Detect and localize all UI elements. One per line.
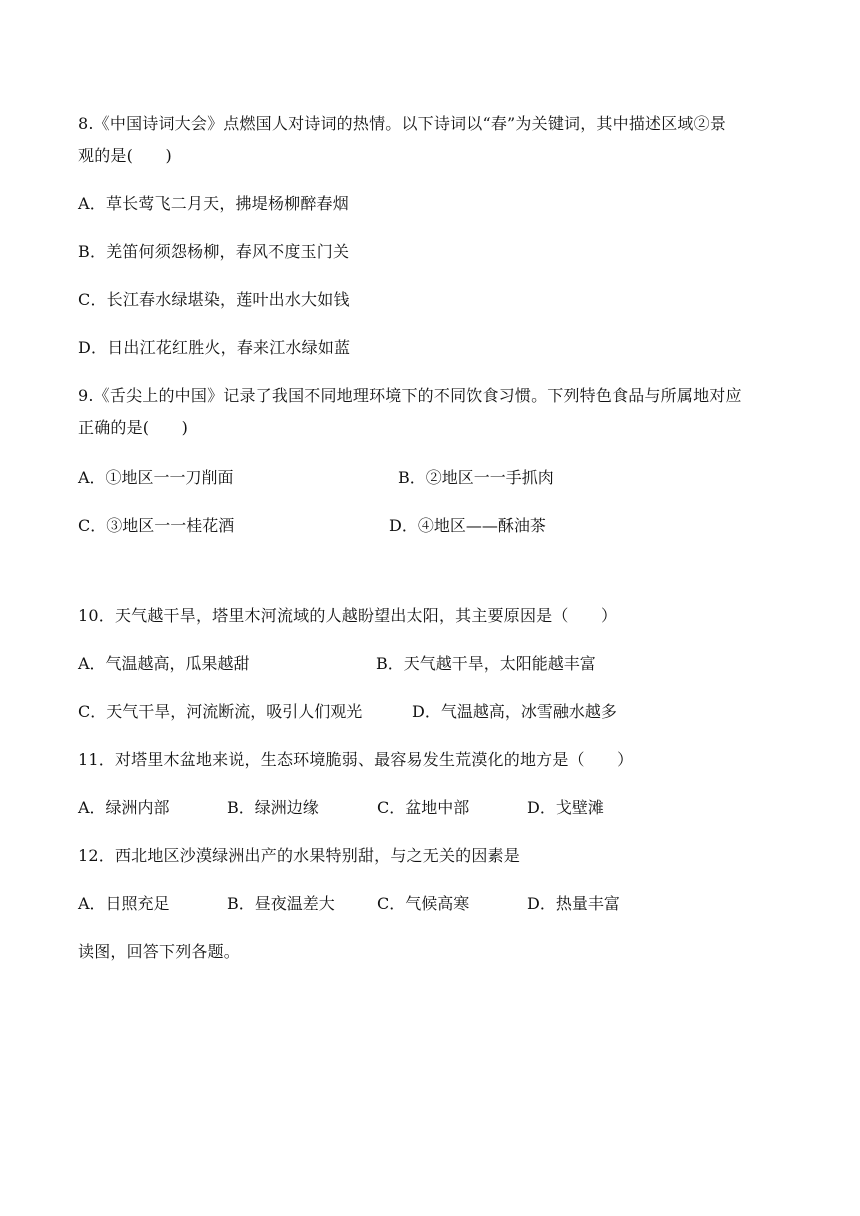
q8-option-d: D．日出江花红胜火，春来江水绿如蓝 xyxy=(78,338,351,357)
q11-option-b: B．绿洲边缘 xyxy=(227,798,319,817)
q10-option-c: C．天气干旱，河流断流，吸引人们观光 xyxy=(78,702,363,721)
q9-option-d: D．④地区——酥油茶 xyxy=(389,516,546,535)
q12-stem: 12．西北地区沙漠绿洲出产的水果特别甜，与之无关的因素是 xyxy=(78,846,520,865)
q8-stem-line2: 观的是( ) xyxy=(78,146,172,165)
q8-option-a: A．草长莺飞二月天，拂堤杨柳醉春烟 xyxy=(78,194,349,213)
q11-option-a: A．绿洲内部 xyxy=(78,798,170,817)
q10-stem: 10．天气越干旱，塔里木河流域的人越盼望出太阳，其主要原因是（ ） xyxy=(78,606,618,625)
q10-option-a: A．气温越高，瓜果越甜 xyxy=(78,654,250,673)
q12-option-d: D．热量丰富 xyxy=(527,894,620,913)
map-instruction: 读图，回答下列各题。 xyxy=(78,942,241,961)
q11-option-d: D．戈壁滩 xyxy=(527,798,604,817)
q10-option-b: B．天气越干旱，太阳能越丰富 xyxy=(376,654,596,673)
q11-option-c: C．盆地中部 xyxy=(377,798,470,817)
q12-option-b: B．昼夜温差大 xyxy=(227,894,335,913)
q12-option-c: C．气候高寒 xyxy=(377,894,470,913)
q9-option-b: B．②地区一一手抓肉 xyxy=(398,468,554,487)
q12-option-a: A．日照充足 xyxy=(78,894,170,913)
q9-option-a: A．①地区一一刀削面 xyxy=(78,468,234,487)
q9-stem-line1: 9.《舌尖上的中国》记录了我国不同地理环境下的不同饮食习惯。下列特色食品与所属地对应 xyxy=(78,386,742,405)
q11-stem: 11．对塔里木盆地来说，生态环境脆弱、最容易发生荒漠化的地方是（ ） xyxy=(78,750,634,769)
q9-stem-line2: 正确的是( ) xyxy=(78,418,189,437)
q9-option-c: C．③地区一一桂花酒 xyxy=(78,516,235,535)
q8-stem-line1: 8.《中国诗词大会》点燃国人对诗词的热情。以下诗词以“春”为关键词，其中描述区域②景 xyxy=(78,114,727,133)
q8-option-c: C．长江春水绿堪染，莲叶出水大如钱 xyxy=(78,290,350,309)
q8-option-b: B．羌笛何须怨杨柳，春风不度玉门关 xyxy=(78,242,350,261)
q10-option-d: D．气温越高，冰雪融水越多 xyxy=(412,702,617,721)
